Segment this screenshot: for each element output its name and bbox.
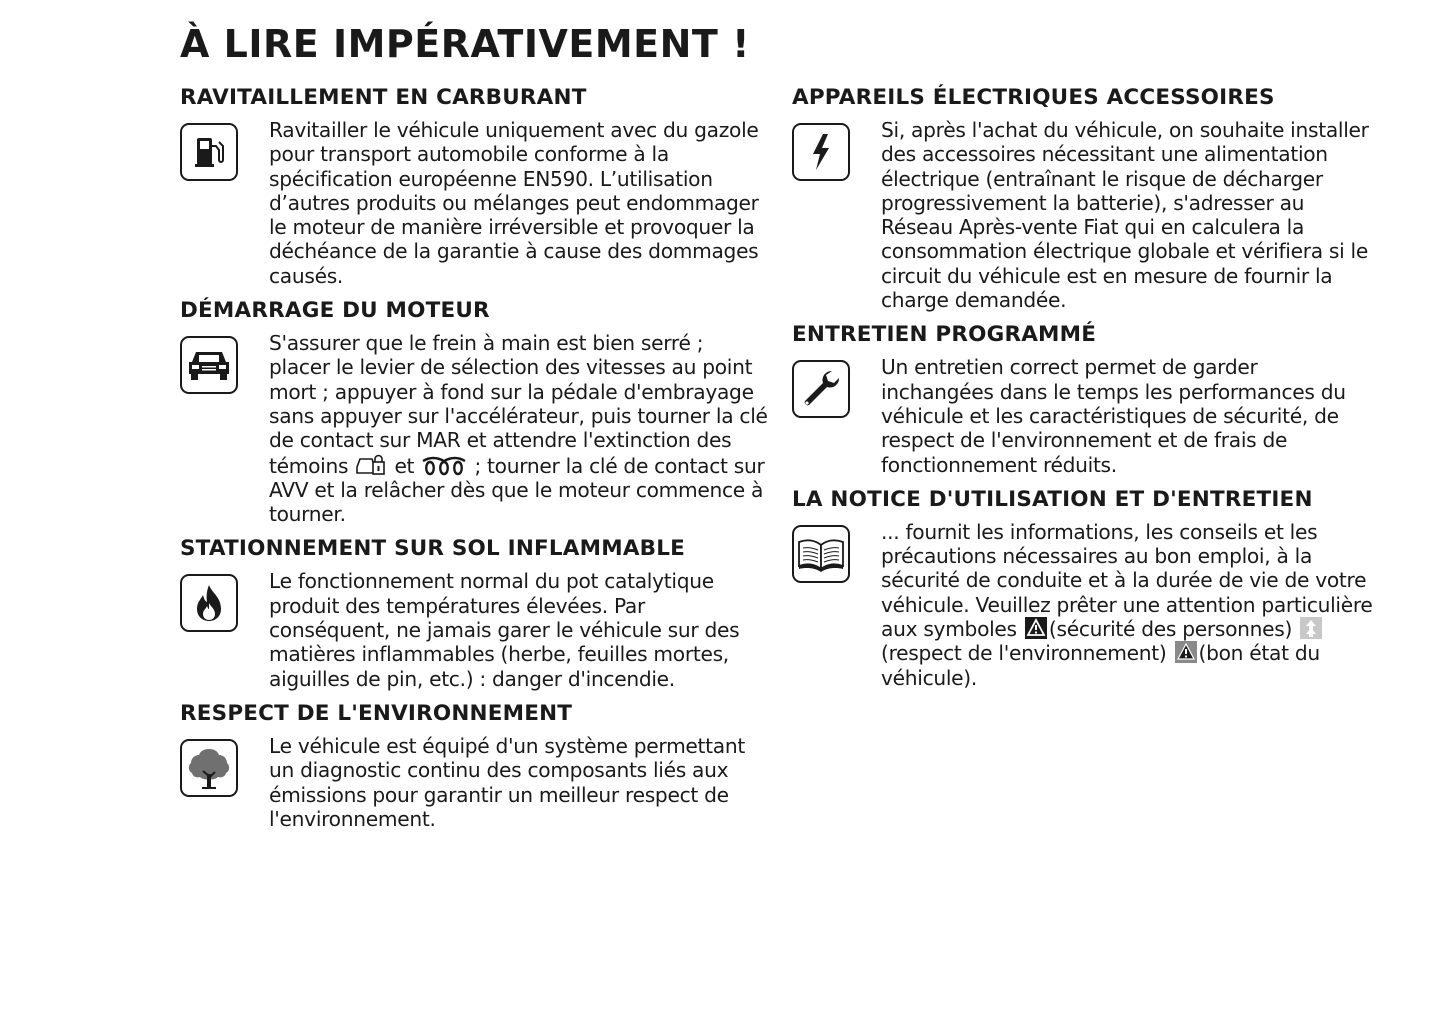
section-title: STATIONNEMENT SUR SOL INFLAMMABLE	[180, 536, 686, 562]
section-title: ENTRETIEN PROGRAMMÉ	[792, 322, 1097, 348]
flame-icon	[180, 574, 238, 632]
section-flammable	[180, 535, 770, 690]
section-refuel	[180, 84, 770, 288]
section-manual	[792, 486, 1392, 690]
section-text: Ravitailler le véhicule uniquement avec du gazole pour transport automobile conforme à la spécification européenne EN590. L’utilisation d’autres produits ou mélanges peut endommager le moteur de manière irréversible et provoquer la déchéance de la garantie à cause des dommages causés.	[269, 118, 759, 288]
personal-safety-warning-icon	[1025, 617, 1047, 639]
lightning-icon	[792, 123, 850, 181]
page-title: À LIRE IMPÉRATIVEMENT !	[180, 22, 750, 66]
section-text	[269, 331, 769, 526]
car-front-icon	[180, 336, 238, 394]
section-title: DÉMARRAGE DU MOTEUR	[180, 298, 490, 324]
section-environment	[180, 700, 770, 831]
manual-text-part2: (sécurité des personnes)	[1048, 617, 1293, 642]
right-column	[792, 84, 1392, 699]
manual-text-part1: ... fournit les informations, les conseils et les précautions nécessaires au bon emploi, à la sécurité de conduite et à la durée de vie de votre véhicule. Veuillez prêter une attention particulière aux symboles	[881, 519, 1373, 642]
section-text: Un entretien correct permet de garder inchangées dans le temps les performances du véhicule et les caractéristiques de sécurité, de respect de l'environnement et de frais de fonctionnement réduits.	[881, 355, 1346, 477]
section-text: Le véhicule est équipé d'un système permettant un diagnostic continu des composants liés aux émissions pour garantir un meilleur respect de l'environnement.	[269, 733, 745, 831]
section-text: Le fonctionnement normal du pot catalytique produit des températures élevées. Par conséquent, ne jamais garer le véhicule sur des matières inflammables (herbe, feuilles mortes, aiguilles de pin, etc.) : danger d'incendie.	[269, 569, 740, 691]
environment-recycle-icon	[1300, 617, 1322, 639]
manual-text-part3: (respect de l'environnement)	[881, 641, 1167, 666]
glow-plug-icon	[420, 455, 468, 477]
section-title: RAVITAILLEMENT EN CARBURANT	[180, 85, 587, 110]
engine-start-text-part1: S'assurer que le frein à main est bien serré ; placer le levier de sélection des vitesses au point mort ; appuyer à fond sur la pédale d'embrayage sans appuyer sur l'accélérateur, puis tourner la clé de contact sur MAR et attendre l'extinction des témoins	[269, 331, 768, 478]
manual-text-part4: (bon état du véhicule).	[881, 641, 1320, 690]
section-engine-start	[180, 297, 770, 526]
section-title: RESPECT DE L'ENVIRONNEMENT	[180, 700, 573, 726]
wrench-icon	[792, 360, 850, 418]
section-text: Si, après l'achat du véhicule, on souhaite installer des accessoires nécessitant une alimentation électrique (entraînant le risque de décharger progressivement la batterie), s'adresser au Réseau Après-vente Fiat qui en calculera la consommation électrique globale et vérifiera si le circuit du véhicule est en mesure de fournir la charge demandée.	[881, 118, 1369, 313]
engine-start-text-part2: ; tourner la clé de contact sur AVV et la relâcher dès que le moteur commence à tourner.	[269, 453, 765, 527]
fuel-pump-icon	[180, 123, 238, 181]
vehicle-condition-warning-icon	[1175, 641, 1197, 663]
section-title: APPAREILS ÉLECTRIQUES ACCESSOIRES	[792, 85, 1275, 110]
section-electrical	[792, 84, 1392, 312]
engine-start-text-and: et	[394, 453, 415, 478]
section-title: LA NOTICE D'UTILISATION ET D'ENTRETIEN	[792, 486, 1313, 512]
section-text	[881, 520, 1376, 690]
immobilizer-warning-icon	[354, 453, 388, 477]
section-maintenance	[792, 321, 1392, 476]
open-book-icon	[792, 525, 850, 583]
tree-icon	[180, 739, 238, 797]
left-column	[180, 84, 770, 840]
